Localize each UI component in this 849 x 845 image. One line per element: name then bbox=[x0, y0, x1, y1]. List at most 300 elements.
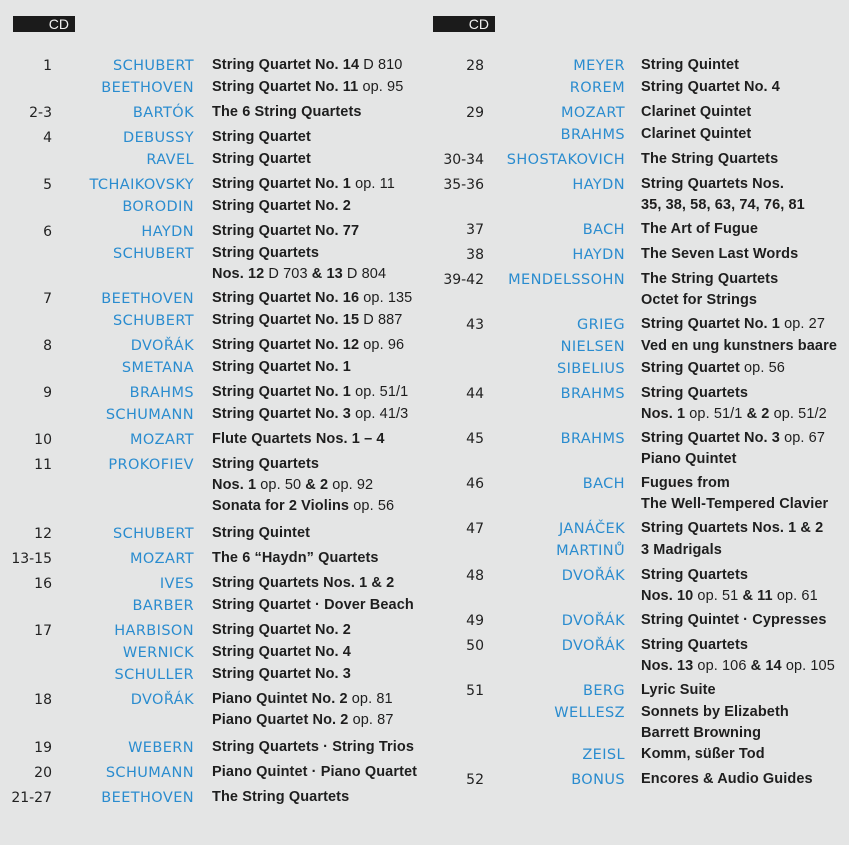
cd-number: 50 bbox=[466, 638, 484, 654]
cd-entries bbox=[52, 288, 425, 332]
composer-name: SCHUBERT bbox=[112, 526, 194, 542]
cd-entries bbox=[52, 620, 425, 686]
opus-number: D 703 bbox=[268, 266, 312, 282]
works-list bbox=[625, 565, 849, 607]
cd-list-right bbox=[425, 55, 849, 791]
cd-number: 16 bbox=[34, 576, 52, 592]
cd-entries bbox=[52, 787, 425, 809]
cd-entry bbox=[52, 595, 425, 617]
cd-entry bbox=[484, 769, 849, 791]
work-text: Nos. 12 bbox=[212, 266, 269, 282]
cd-number: 44 bbox=[466, 386, 484, 402]
composer-name: BACH bbox=[582, 476, 625, 492]
cd-row bbox=[425, 55, 849, 99]
work-text: String Quartet No. 1 bbox=[212, 176, 356, 192]
cd-number: 45 bbox=[466, 431, 484, 447]
cd-entries bbox=[484, 473, 849, 515]
work-title bbox=[641, 102, 849, 123]
works-list bbox=[625, 744, 849, 765]
work-title bbox=[641, 610, 849, 631]
work-title bbox=[641, 702, 849, 723]
cd-number: 1 bbox=[43, 58, 52, 74]
cd-row bbox=[0, 382, 425, 426]
cd-entry bbox=[484, 244, 849, 266]
cd-entry bbox=[52, 429, 425, 451]
work-title bbox=[212, 382, 425, 403]
composer-name: GRIEG bbox=[577, 317, 625, 333]
work-text: The 6 String Quartets bbox=[212, 104, 362, 120]
cd-row bbox=[0, 762, 425, 784]
composer-name: BEETHOVEN bbox=[101, 80, 194, 96]
cd-entries bbox=[52, 429, 425, 451]
works-list bbox=[625, 244, 849, 265]
works-list bbox=[625, 428, 849, 470]
cd-entry bbox=[52, 149, 425, 171]
cd-entry bbox=[52, 288, 425, 310]
work-text: String Quartet No. 1 bbox=[212, 384, 356, 400]
works-list bbox=[194, 689, 425, 731]
opus-number: op. 51/1 bbox=[355, 384, 409, 400]
work-text: Octet for Strings bbox=[641, 292, 758, 308]
cd-entries bbox=[484, 55, 849, 99]
cd-entry bbox=[52, 243, 425, 285]
cd-entry bbox=[52, 689, 425, 731]
work-title bbox=[641, 174, 849, 195]
works-list bbox=[194, 77, 425, 98]
cd-row bbox=[425, 565, 849, 607]
cd-entries bbox=[52, 689, 425, 731]
cd-entries bbox=[484, 149, 849, 171]
composer-name: TCHAIKOVSKY bbox=[89, 177, 194, 193]
composer-name: SCHUBERT bbox=[112, 246, 194, 262]
work-text: Komm, süßer Tod bbox=[641, 746, 765, 762]
work-title bbox=[212, 149, 425, 170]
cd-number: 2-3 bbox=[29, 105, 52, 121]
cd-entry bbox=[484, 269, 849, 311]
composer-name: PROKOFIEV bbox=[108, 457, 194, 473]
works-list bbox=[194, 243, 425, 285]
cd-entries bbox=[484, 269, 849, 311]
work-title bbox=[212, 496, 425, 517]
work-title bbox=[641, 149, 849, 170]
works-list bbox=[194, 382, 425, 403]
cd-entry bbox=[52, 174, 425, 196]
work-title bbox=[641, 769, 849, 790]
cd-number: 20 bbox=[34, 765, 52, 781]
works-list bbox=[194, 787, 425, 808]
cd-row bbox=[0, 335, 425, 379]
cd-number: 10 bbox=[34, 432, 52, 448]
work-title bbox=[212, 573, 425, 594]
work-text: Piano Quintet bbox=[641, 451, 737, 467]
composer-name: BARTÓK bbox=[132, 105, 194, 121]
work-title bbox=[212, 335, 425, 356]
composer-name: SCHUBERT bbox=[112, 58, 194, 74]
works-list bbox=[625, 314, 849, 335]
works-list bbox=[194, 357, 425, 378]
composer-name: SIBELIUS bbox=[557, 361, 625, 377]
works-list bbox=[625, 635, 849, 677]
cd-entry bbox=[52, 454, 425, 517]
work-text: String Quartet bbox=[641, 360, 745, 376]
cd-number: 46 bbox=[466, 476, 484, 492]
opus-number: op. 51 bbox=[697, 588, 743, 604]
work-title bbox=[641, 314, 849, 335]
work-title bbox=[641, 565, 849, 586]
work-text: String Quartet No. 4 bbox=[641, 79, 780, 95]
cd-entries bbox=[484, 428, 849, 470]
cd-entry bbox=[484, 314, 849, 336]
cd-number: 39-42 bbox=[443, 272, 484, 288]
work-title bbox=[641, 124, 849, 145]
work-text: String Quartet bbox=[212, 151, 311, 167]
cd-number: 51 bbox=[466, 683, 484, 699]
cd-entries bbox=[52, 454, 425, 517]
cd-row bbox=[0, 573, 425, 617]
cd-row bbox=[425, 635, 849, 677]
work-text: String Quartet No. 3 bbox=[212, 666, 351, 682]
works-list bbox=[194, 573, 425, 594]
work-text: String Quintet · Cypresses bbox=[641, 612, 827, 628]
works-list bbox=[194, 642, 425, 663]
opus-number: op. 81 bbox=[351, 691, 393, 707]
composer-name: SHOSTAKOVICH bbox=[506, 152, 625, 168]
works-list bbox=[194, 737, 425, 758]
work-title bbox=[641, 404, 849, 425]
works-list bbox=[194, 595, 425, 616]
cd-entry bbox=[484, 102, 849, 124]
work-text: String Quartet No. 15 bbox=[212, 312, 364, 328]
composer-name: DVOŘÁK bbox=[130, 692, 194, 708]
work-title bbox=[641, 680, 849, 701]
cd-entries bbox=[52, 335, 425, 379]
cd-entries bbox=[484, 518, 849, 562]
opus-number: D 810 bbox=[363, 57, 403, 73]
cd-row bbox=[0, 787, 425, 809]
cd-entries bbox=[484, 244, 849, 266]
work-title bbox=[212, 664, 425, 685]
work-text: String Quintet bbox=[212, 525, 311, 541]
works-list bbox=[194, 127, 425, 148]
work-text: & 2 bbox=[305, 477, 333, 493]
opus-number: op. 87 bbox=[352, 712, 394, 728]
work-title bbox=[641, 635, 849, 656]
works-list bbox=[194, 102, 425, 123]
work-text: The Art of Fugue bbox=[641, 221, 759, 237]
works-list bbox=[194, 762, 425, 783]
cd-number: 43 bbox=[466, 317, 484, 333]
work-text: Nos. 1 bbox=[212, 477, 261, 493]
composer-name: BRAHMS bbox=[560, 386, 625, 402]
cd-entry bbox=[484, 518, 849, 540]
work-text: Piano Quintet No. 2 bbox=[212, 691, 352, 707]
work-text: String Quintet bbox=[641, 57, 740, 73]
cd-entries bbox=[484, 635, 849, 677]
cd-number: 12 bbox=[34, 526, 52, 542]
work-text: String Quartet · Dover Beach bbox=[212, 597, 414, 613]
cd-entry bbox=[484, 219, 849, 241]
cd-entry bbox=[52, 310, 425, 332]
work-text: String Quartets bbox=[212, 456, 320, 472]
work-text: Fugues from bbox=[641, 475, 730, 491]
opus-number: op. 11 bbox=[355, 176, 395, 192]
cd-number: 21-27 bbox=[11, 790, 52, 806]
works-list bbox=[194, 664, 425, 685]
composer-name: BRAHMS bbox=[560, 127, 625, 143]
composer-name: MEYER bbox=[573, 58, 625, 74]
cd-entry bbox=[52, 642, 425, 664]
work-title bbox=[641, 383, 849, 404]
cd-number: 47 bbox=[466, 521, 484, 537]
work-text: Piano Quintet · Piano Quartet bbox=[212, 764, 418, 780]
work-text: Lyric Suite bbox=[641, 682, 716, 698]
opus-number: op. 27 bbox=[784, 316, 826, 332]
works-list bbox=[625, 680, 849, 701]
composer-name: SCHULLER bbox=[114, 667, 194, 683]
composer-name: HAYDN bbox=[572, 247, 625, 263]
cd-number: 13-15 bbox=[11, 551, 52, 567]
cd-entries bbox=[484, 174, 849, 216]
cd-number: 29 bbox=[466, 105, 484, 121]
composer-name: WERNICK bbox=[122, 645, 194, 661]
cd-row bbox=[0, 523, 425, 545]
composer-name: BARBER bbox=[132, 598, 194, 614]
work-text: Sonnets by Elizabeth bbox=[641, 704, 789, 720]
work-title bbox=[641, 656, 849, 677]
cd-number: 9 bbox=[43, 385, 52, 401]
cd-entry bbox=[52, 548, 425, 570]
cd-entry bbox=[52, 196, 425, 218]
cd-entries bbox=[52, 573, 425, 617]
cd-entries bbox=[52, 523, 425, 545]
cd-row bbox=[0, 174, 425, 218]
cd-entry bbox=[484, 174, 849, 216]
cd-row bbox=[0, 221, 425, 285]
work-title bbox=[641, 540, 849, 561]
opus-number: D 804 bbox=[346, 266, 387, 282]
cd-entries bbox=[484, 565, 849, 607]
works-list bbox=[625, 124, 849, 145]
composer-name: MARTINŮ bbox=[556, 543, 625, 559]
opus-number: op. 51/2 bbox=[773, 406, 827, 422]
cd-entry bbox=[484, 744, 849, 766]
works-list bbox=[194, 174, 425, 195]
opus-number: op. 105 bbox=[785, 658, 835, 674]
composer-name: SCHUBERT bbox=[112, 313, 194, 329]
cd-row bbox=[425, 769, 849, 791]
cd-row bbox=[0, 55, 425, 99]
work-text: The Seven Last Words bbox=[641, 246, 799, 262]
work-title bbox=[212, 475, 425, 496]
works-list bbox=[625, 149, 849, 170]
work-text: 35, 38, 58, 63, 74, 76, 81 bbox=[641, 197, 805, 213]
work-title bbox=[212, 689, 425, 710]
work-text: String Quartet No. 12 bbox=[212, 337, 364, 353]
work-text: String Quartets Nos. 1 & 2 bbox=[212, 575, 395, 591]
cd-header-badge: CD bbox=[433, 16, 495, 32]
cd-entry bbox=[52, 404, 425, 426]
cd-row bbox=[425, 244, 849, 266]
cd-entries bbox=[52, 737, 425, 759]
works-list bbox=[625, 358, 849, 379]
works-list bbox=[194, 55, 425, 76]
work-title bbox=[212, 548, 425, 569]
cd-entry bbox=[52, 335, 425, 357]
cd-entries bbox=[52, 127, 425, 171]
opus-number: op. 95 bbox=[362, 79, 404, 95]
work-title bbox=[212, 523, 425, 544]
cd-row bbox=[0, 429, 425, 451]
cd-entries bbox=[52, 548, 425, 570]
work-title bbox=[641, 77, 849, 98]
work-text: String Quartet No. 2 bbox=[212, 198, 351, 214]
work-title bbox=[212, 595, 425, 616]
cd-row bbox=[425, 680, 849, 766]
cd-row bbox=[425, 314, 849, 380]
work-text: String Quartets bbox=[641, 567, 749, 583]
work-text: String Quartet No. 77 bbox=[212, 223, 360, 239]
work-title bbox=[212, 404, 425, 425]
works-list bbox=[625, 518, 849, 539]
cd-entries bbox=[52, 762, 425, 784]
works-list bbox=[625, 473, 849, 515]
work-title bbox=[212, 620, 425, 641]
work-title bbox=[212, 642, 425, 663]
composer-name: BRAHMS bbox=[560, 431, 625, 447]
works-list bbox=[194, 620, 425, 641]
work-title bbox=[212, 264, 425, 285]
composer-name: DVOŘÁK bbox=[561, 638, 625, 654]
composer-name: BRAHMS bbox=[129, 385, 194, 401]
composer-name: BACH bbox=[582, 222, 625, 238]
cd-number: 7 bbox=[43, 291, 52, 307]
cd-entry bbox=[484, 680, 849, 702]
work-text: & 13 bbox=[311, 266, 347, 282]
cd-number: 6 bbox=[43, 224, 52, 240]
opus-number: op. 96 bbox=[363, 337, 405, 353]
opus-number: op. 50 bbox=[260, 477, 306, 493]
cd-entries bbox=[52, 221, 425, 285]
opus-number: op. 56 bbox=[744, 360, 785, 376]
cd-entry bbox=[52, 77, 425, 99]
works-list bbox=[625, 219, 849, 240]
work-title bbox=[641, 269, 849, 290]
work-title bbox=[641, 336, 849, 357]
cd-entry bbox=[484, 124, 849, 146]
work-title bbox=[641, 244, 849, 265]
works-list bbox=[194, 548, 425, 569]
cd-row bbox=[425, 473, 849, 515]
work-title bbox=[212, 429, 425, 450]
works-list bbox=[625, 77, 849, 98]
cd-row bbox=[0, 689, 425, 731]
composer-name: IVES bbox=[159, 576, 194, 592]
works-list bbox=[194, 429, 425, 450]
work-text: & 14 bbox=[750, 658, 786, 674]
cd-entries bbox=[52, 55, 425, 99]
works-list bbox=[194, 149, 425, 170]
work-text: String Quartet bbox=[212, 129, 311, 145]
composer-name: MOZART bbox=[560, 105, 625, 121]
works-list bbox=[625, 55, 849, 76]
work-text: The String Quartets bbox=[212, 789, 350, 805]
composer-name: DVOŘÁK bbox=[561, 613, 625, 629]
opus-number: op. 92 bbox=[332, 477, 374, 493]
work-title bbox=[641, 219, 849, 240]
cd-entries bbox=[484, 680, 849, 766]
works-list bbox=[194, 404, 425, 425]
cd-entry bbox=[484, 55, 849, 77]
works-list bbox=[625, 702, 849, 744]
work-title bbox=[641, 473, 849, 494]
work-text: Encores & Audio Guides bbox=[641, 771, 813, 787]
cd-row bbox=[0, 288, 425, 332]
cd-number: 48 bbox=[466, 568, 484, 584]
cd-list-left bbox=[0, 55, 425, 809]
composer-name: BEETHOVEN bbox=[101, 790, 194, 806]
composer-name: SCHUMANN bbox=[105, 765, 194, 781]
cd-entry bbox=[484, 540, 849, 562]
works-list bbox=[625, 383, 849, 425]
work-text: String Quartets Nos. bbox=[641, 176, 784, 192]
cd-entries bbox=[484, 314, 849, 380]
composer-name: MENDELSSOHN bbox=[508, 272, 625, 288]
cd-row bbox=[425, 383, 849, 425]
work-text: String Quartet No. 3 bbox=[212, 406, 356, 422]
work-title bbox=[212, 787, 425, 808]
cd-row bbox=[425, 149, 849, 171]
cd-entry bbox=[484, 383, 849, 425]
work-text: Barrett Browning bbox=[641, 725, 762, 741]
composer-name: BERG bbox=[582, 683, 625, 699]
work-text: Sonata for 2 Violins bbox=[212, 498, 354, 514]
cd-entry bbox=[52, 55, 425, 77]
work-text: Ved en ung kunstners baare bbox=[641, 338, 837, 354]
work-text: String Quartet No. 1 bbox=[212, 359, 351, 375]
cd-row bbox=[425, 219, 849, 241]
work-text: Nos. 10 bbox=[641, 588, 698, 604]
cd-entry bbox=[52, 102, 425, 124]
cd-number: 37 bbox=[466, 222, 484, 238]
cd-number: 52 bbox=[466, 772, 484, 788]
opus-number: op. 135 bbox=[363, 290, 413, 306]
work-text: & 11 bbox=[742, 588, 777, 604]
work-title bbox=[641, 428, 849, 449]
composer-name: DVOŘÁK bbox=[561, 568, 625, 584]
cd-entry bbox=[52, 762, 425, 784]
work-title bbox=[212, 454, 425, 475]
cd-entry bbox=[484, 336, 849, 358]
cd-entry bbox=[484, 610, 849, 632]
work-title bbox=[212, 310, 425, 331]
work-title bbox=[212, 55, 425, 76]
work-text: The String Quartets bbox=[641, 151, 779, 167]
composer-name: ZEISL bbox=[582, 747, 625, 763]
works-list bbox=[625, 102, 849, 123]
composer-name: DEBUSSY bbox=[123, 130, 194, 146]
composer-name: BONUS bbox=[571, 772, 625, 788]
work-title bbox=[212, 174, 425, 195]
composer-name: HARBISON bbox=[114, 623, 194, 639]
work-title bbox=[641, 195, 849, 216]
work-text: Nos. 1 bbox=[641, 406, 690, 422]
cd-entry bbox=[484, 149, 849, 171]
opus-number: D 887 bbox=[363, 312, 403, 328]
opus-number: op. 61 bbox=[776, 588, 818, 604]
composer-name: WEBERN bbox=[128, 740, 194, 756]
cd-entry bbox=[484, 565, 849, 607]
composer-name: MOZART bbox=[129, 551, 194, 567]
